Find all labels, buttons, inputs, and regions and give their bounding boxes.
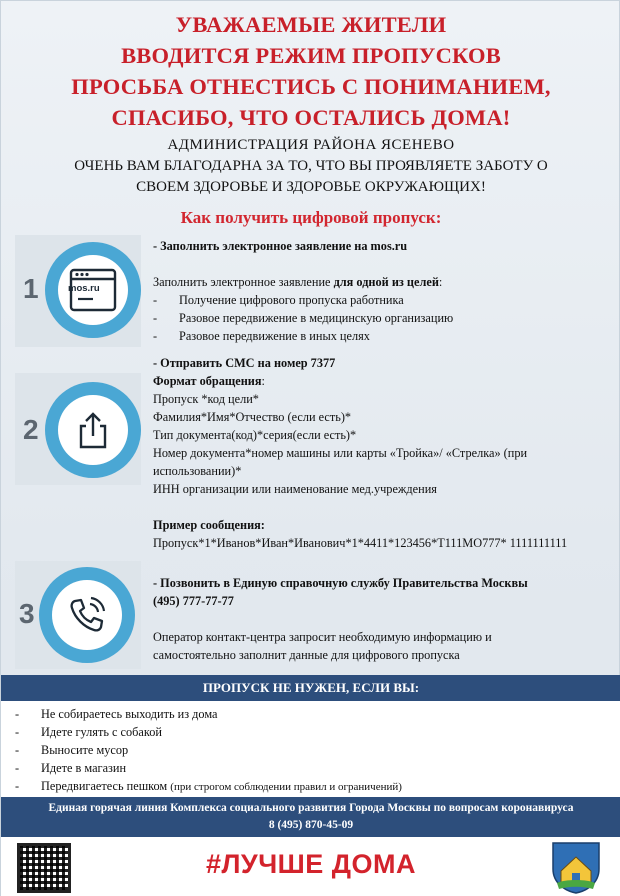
step-1-intro: Заполнить электронное заявление для одной из целей: <box>153 275 443 289</box>
step-3-number: 3 <box>19 598 35 629</box>
step-1-goals <box>153 291 611 345</box>
headline-line-1: УВАЖАЕМЫЕ ЖИТЕЛИ <box>175 12 447 37</box>
list-item: - Не собираетесь выходить из дома <box>15 705 620 723</box>
step-2-example: Пропуск*1*Иванов*Иван*Иванович*1*4411*123456*Т111МО777* 1111111111 <box>153 536 568 550</box>
step-2-line: Фамилия*Имя*Отчество (если есть)* <box>153 410 352 424</box>
list-item: - Получение цифрового пропуска работника <box>153 291 611 309</box>
headline-line-2: ВВОДИТСЯ РЕЖИМ ПРОПУСКОВ <box>121 43 501 68</box>
step-2-circle <box>45 382 141 478</box>
step-3-circle <box>39 567 135 663</box>
step-1-text <box>153 237 611 345</box>
step-2-line: Тип документа(код)*серия(если есть)* <box>153 428 357 442</box>
step-3-text <box>153 574 611 664</box>
list-item: - Выносите мусор <box>15 741 620 759</box>
step-2-heading: - Отправить СМС на номер 7377 <box>153 356 336 370</box>
administration-title: АДМИНИСТРАЦИЯ РАЙОНА ЯСЕНЕВО <box>167 137 455 153</box>
step-1-heading: - Заполнить электронное заявление на mos.ru <box>153 239 408 253</box>
step-3-description: Оператор контакт-центра запросит необходимую информацию и самостоятельно заполнит данные для цифрового пропуска <box>153 630 492 662</box>
list-item: - Передвигаетесь пешком (при строгом соблюдении правил и ограничений) <box>15 777 620 796</box>
hotline-phone: 8 (495) 870-45-09 <box>268 819 354 831</box>
district-emblem <box>547 839 605 895</box>
no-pass-title: ПРОПУСК НЕ НУЖЕН, ЕСЛИ ВЫ: <box>1 675 620 701</box>
administration-line-2: СВОЕМ ЗДОРОВЬЕ И ЗДОРОВЬЕ ОКРУЖАЮЩИХ! <box>136 179 486 195</box>
step-2-text <box>153 354 611 552</box>
headline-line-4: СПАСИБО, ЧТО ОСТАЛИСЬ ДОМА! <box>111 105 511 130</box>
step-2-line: Номер документа*номер машины или карты «Тройка»/ «Стрелка» (при использовании)* <box>153 446 528 478</box>
list-item: - Идете гулять с собакой <box>15 723 620 741</box>
step-3-heading-line-1: - Позвонить в Единую справочную службу Правительства Москвы <box>153 576 528 590</box>
hotline-text: Единая горячая линия Комплекса социального развития Города Москвы по вопросам коронавируса <box>48 802 574 814</box>
administration-line-1: ОЧЕНЬ ВАМ БЛАГОДАРНА ЗА ТО, ЧТО ВЫ ПРОЯВЛЯЕТЕ ЗАБОТУ О <box>74 158 548 174</box>
headline-line-3: ПРОСЬБА ОТНЕСТИСЬ С ПОНИМАНИЕМ, <box>71 74 551 99</box>
step-2-example-label: Пример сообщения: <box>153 518 265 532</box>
hotline-bar <box>1 797 620 837</box>
list-item: - Идете в магазин <box>15 759 620 777</box>
administration-message <box>1 135 620 198</box>
headline <box>1 9 620 133</box>
step-2-icon-holder <box>58 395 128 465</box>
step-2-line: ИНН организации или наименование мед.учреждения <box>153 482 437 496</box>
step-2-number: 2 <box>23 414 39 445</box>
slogan: #ЛУЧШЕ ДОМА <box>205 849 417 879</box>
share-upload-icon <box>76 411 110 449</box>
step-2-format-label: Формат обращения: <box>153 374 265 388</box>
howto-title: Как получить цифровой пропуск: <box>180 208 442 227</box>
step-2-line: Пропуск *код цели* <box>153 392 259 406</box>
step-1-number: 1 <box>23 273 39 304</box>
phone-ringing-icon <box>67 595 107 635</box>
list-item: - Разовое передвижение в медицинскую организацию <box>153 309 611 327</box>
list-item: - Разовое передвижение в иных целях <box>153 327 611 345</box>
step-3-heading-line-2: (495) 777-77-77 <box>153 594 234 608</box>
no-pass-list <box>1 701 620 797</box>
step-3-icon-holder <box>52 580 122 650</box>
mos-ru-icon-label: mos.ru <box>68 283 100 294</box>
